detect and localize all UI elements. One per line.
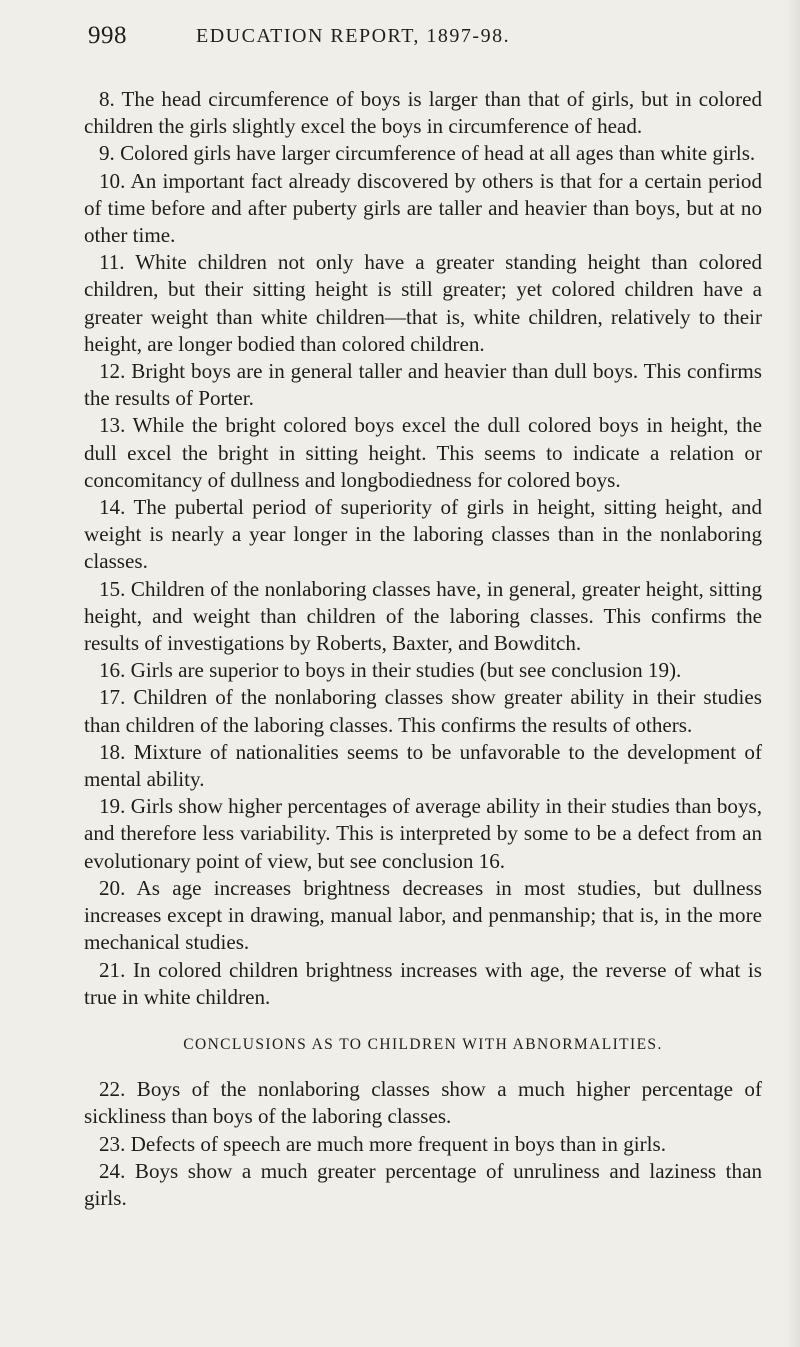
conclusion-12: 12. Bright boys are in general taller and heavier than dull boys. This confirms the results of Porter. — [84, 359, 762, 411]
running-head: EDUCATION REPORT, 1897-98. — [196, 25, 511, 47]
page-number: 998 — [88, 22, 127, 49]
conclusion-22: 22. Boys of the nonlaboring classes show a much higher percentage of sickliness than boys of the laboring classes. — [84, 1077, 762, 1129]
document-body — [84, 86, 762, 1212]
conclusion-21: 21. In colored children brightness increases with age, the reverse of what is true in white children. — [84, 957, 762, 1009]
page-header — [88, 22, 688, 62]
conclusion-23: 23. Defects of speech are much more frequent in boys than in girls. — [99, 1131, 667, 1156]
conclusion-17: 17. Children of the nonlaboring classes show greater ability in their studies than children of the laboring classes. This confirms the results of others. — [84, 685, 762, 737]
conclusion-13: 13. While the bright colored boys excel the dull colored boys in height, the dull excel the bright in sitting height. This seems to indicate a relation or concomitancy of dullness and longbodiedness for colored boys. — [84, 413, 762, 492]
conclusion-14: 14. The pubertal period of superiority of girls in height, sitting height, and weight is nearly a year longer in the laboring classes than in the nonlaboring classes. — [84, 495, 762, 574]
section-heading: CONCLUSIONS AS TO CHILDREN WITH ABNORMALITIES. — [183, 1035, 663, 1053]
conclusion-18: 18. Mixture of nationalities seems to be unfavorable to the development of mental ability. — [84, 739, 762, 792]
conclusion-9: 9. Colored girls have larger circumference of head at all ages than white girls. — [99, 141, 756, 166]
conclusion-15: 15. Children of the nonlaboring classes have, in general, greater height, sitting height, and weight than children of the laboring classes. This confirms the results of investigations by Roberts, Baxter, and Bowditch. — [84, 576, 762, 656]
conclusion-11: 11. White children not only have a greater standing height than colored children, but their sitting height is still greater; yet colored children have a greater weight than white children—that is, white children, relatively to their height, are longer bodied than colored children. — [84, 250, 762, 356]
conclusion-16: 16. Girls are superior to boys in their studies (but see conclusion 19). — [99, 658, 682, 683]
conclusion-24: 24. Boys show a much greater percentage of unruliness and laziness than girls. — [84, 1158, 762, 1210]
page-edge-shadow — [786, 0, 800, 1347]
conclusion-10: 10. An important fact already discovered by others is that for a certain period of time before and after puberty girls are taller and heavier than boys, but at no other time. — [84, 168, 762, 248]
conclusion-8: 8. The head circumference of boys is larger than that of girls, but in colored children the girls slightly excel the boys in circumference of head. — [84, 87, 762, 139]
conclusion-19: 19. Girls show higher percentages of average ability in their studies than boys, and therefore less variability. This is interpreted by some to be a defect from an evolutionary point of view, but see conclusion 16. — [84, 794, 762, 873]
conclusion-20: 20. As age increases brightness decreases in most studies, but dullness increases except in drawing, manual labor, and penmanship; that is, in the more mechanical studies. — [84, 875, 762, 955]
